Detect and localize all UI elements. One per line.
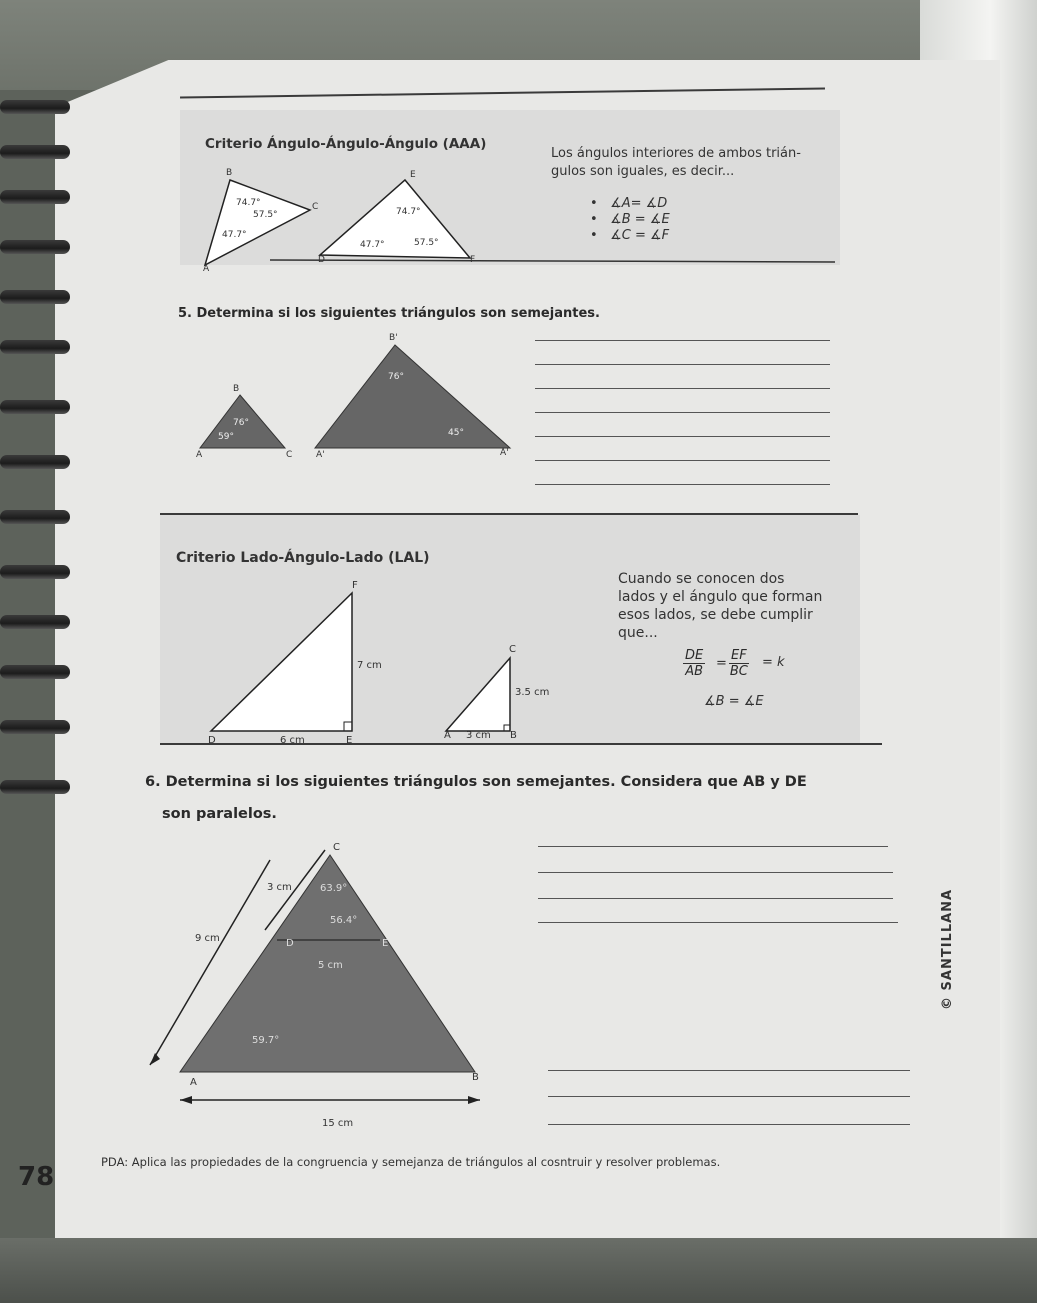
lal-k: = k: [762, 655, 785, 670]
q5-t2-angC: 45°: [448, 428, 464, 438]
lal-big-F: F: [352, 580, 358, 591]
q5-t2-B: B': [389, 333, 398, 343]
lal-small-B: B: [510, 730, 517, 741]
q5-t2-C: A': [500, 448, 509, 458]
q6-side-15cm: 15 cm: [322, 1118, 354, 1129]
q5-t2-angB: 76°: [388, 372, 404, 382]
aaa-t1-A: A: [203, 264, 210, 274]
pda-text: PDA: Aplica las propiedades de la congruencia y semejanza de triángulos al cosntruir y resolver problemas.: [101, 1155, 721, 1169]
aaa-title: Criterio Ángulo-Ángulo-Ángulo (AAA): [205, 136, 487, 152]
q5-t1-A: A: [196, 450, 203, 460]
aaa-t1-angA: 47.7°: [222, 230, 247, 240]
q6-side-9cm: 9 cm: [195, 933, 220, 944]
lal-title: Criterio Lado-Ángulo-Lado (LAL): [176, 550, 430, 566]
q6-side-3cm: 3 cm: [267, 882, 292, 893]
q5-t1-C: C: [286, 450, 293, 460]
q6-label-C: C: [333, 842, 340, 853]
lal-big-side1: 7 cm: [357, 660, 382, 671]
q6-label-A: A: [190, 1077, 197, 1088]
q6-text-line2: son paralelos.: [162, 806, 277, 822]
lal-desc-2: lados y el ángulo que forman: [618, 589, 823, 605]
q6-text-line1: 6. Determina si los siguientes triángulos son semejantes. Considera que AB y DE: [145, 774, 807, 790]
lal-big-side2: 6 cm: [280, 735, 305, 746]
q5-t1-angB: 76°: [233, 418, 249, 428]
q5-t1-B: B: [233, 384, 240, 394]
q6-angle-2: 56.4°: [330, 915, 358, 926]
q6-side-5cm: 5 cm: [318, 960, 343, 971]
lal-desc-3: esos lados, se debe cumplir: [618, 607, 813, 623]
aaa-t1-angB: 74.7°: [236, 198, 261, 208]
lal-big-E: E: [346, 735, 353, 746]
aaa-desc-2: gulos son iguales, es decir...: [551, 164, 735, 179]
aaa-t2-angD: 47.7°: [360, 240, 385, 250]
q6-label-E: E: [382, 938, 389, 949]
lal-small-A: A: [444, 730, 451, 741]
q6-angle-3: 59.7°: [252, 1035, 280, 1046]
aaa-item-1: • ∡A= ∡D: [590, 196, 668, 211]
q6-label-B: B: [472, 1072, 479, 1083]
q6-angle-1: 63.9°: [320, 883, 348, 894]
lal-desc-4: que...: [618, 625, 658, 641]
lal-fraction-de-ab: $\frac{DE}{AB}$: [685, 648, 704, 679]
lal-fraction-ef-bc: $\frac{EF}{BC}$: [729, 648, 748, 679]
brand-santillana: © SANTILLANA: [940, 888, 955, 1010]
lal-equals: =: [716, 656, 727, 671]
aaa-t2-angE: 74.7°: [396, 207, 421, 217]
aaa-t1-B: B: [226, 168, 233, 178]
aaa-t2-E: E: [410, 170, 416, 180]
q5-text: 5. Determina si los siguientes triángulos son semejantes.: [178, 306, 600, 321]
aaa-t1-C: C: [312, 202, 319, 212]
aaa-t2-D: D: [318, 255, 325, 265]
aaa-t2-angF: 57.5°: [414, 238, 439, 248]
lal-small-side1: 3.5 cm: [515, 687, 550, 698]
aaa-item-2: • ∡B = ∡E: [590, 212, 670, 227]
aaa-item-3: • ∡C = ∡F: [590, 228, 670, 243]
q6-label-D: D: [286, 938, 294, 949]
lal-small-side2: 3 cm: [466, 730, 491, 741]
lal-big-D: D: [208, 735, 216, 746]
q5-t2-A: A': [316, 450, 325, 460]
aaa-t2-F: F: [470, 255, 476, 265]
lal-angle-eq: ∡B = ∡E: [704, 694, 764, 709]
aaa-desc-1: Los ángulos interiores de ambos trián-: [551, 146, 801, 161]
page-number: 78: [18, 1162, 55, 1192]
aaa-t1-angC: 57.5°: [253, 210, 278, 220]
q5-t1-angA: 59°: [218, 432, 234, 442]
lal-small-C: C: [509, 644, 516, 655]
lal-desc-1: Cuando se conocen dos: [618, 571, 785, 587]
